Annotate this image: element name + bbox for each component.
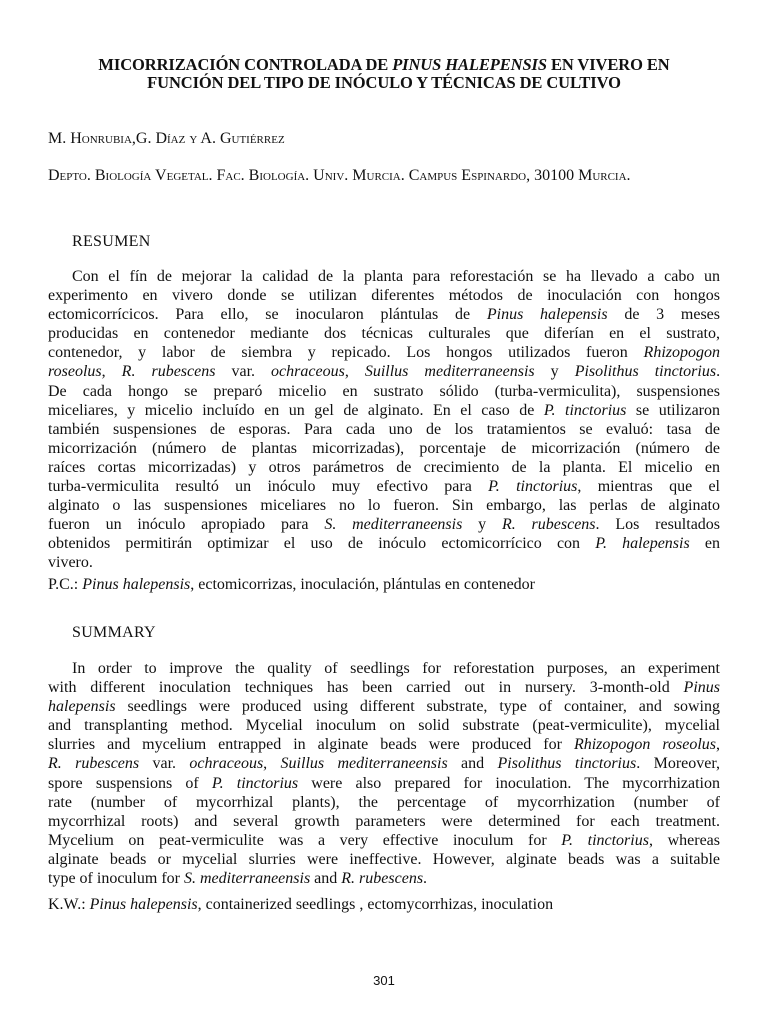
resumen-line: raíces cortas micorrizadas) y otros parámetros de crecimiento de la planta. El micelio en [48, 458, 720, 476]
summary-line: with different inoculation techniques has been carried out in nursery. 3-month-old Pinus [48, 679, 720, 697]
resumen-line: ectomicorrícicos. Para ello, se inocularon plántulas de Pinus halepensis de 3 meses [48, 306, 721, 324]
summary-line: halepensis seedlings were produced using different substrate, type of container, and sowing [48, 698, 720, 716]
summary-line: Mycelium on peat-vermiculite was a very effective inoculum for P. tinctorius, whereas [48, 831, 720, 849]
summary-heading: SUMMARY [72, 624, 156, 641]
resumen-line: miceliares, y micelio incluído en un gel de alginato. En el caso de P. tinctorius se utilizaron [48, 401, 720, 419]
palabras-clave [48, 575, 535, 595]
resumen-line: roseolus, R. rubescens var. ochraceous, Suillus mediterraneensis y Pisolithus tinctorius. [48, 363, 721, 381]
summary-line: In order to improve the quality of seedlings for reforestation purposes, an experiment [72, 660, 720, 677]
paper-title [40, 56, 728, 92]
resumen-line: también suspensiones de esporas. Para cada uno de los tratamientos se evaluó: tasa de [48, 420, 720, 438]
summary-line: rate (number of mycorrhizal plants), the percentage of mycorrhization (number of [48, 793, 720, 811]
summary-body [48, 659, 720, 888]
resumen-body [48, 267, 720, 573]
summary-line: R. rubescens var. ochraceous, Suillus mediterraneensis and Pisolithus tinctorius. Moreover, [48, 755, 721, 773]
summary-line: slurries and mycelium entrapped in alginate beads were produced for Rhizopogon roseolus, [48, 736, 721, 754]
kw-species: Pinus halepensis [89, 896, 198, 913]
summary-line: spore suspensions of P. tinctorius were also prepared for inoculation. The mycorrhization [48, 774, 720, 792]
kw-label: K.W.: [48, 896, 90, 913]
title-line1-end: EN VIVERO EN [546, 55, 670, 74]
summary-line: type of inoculum for S. mediterraneensis and R. rubescens. [48, 870, 428, 888]
summary-line: and transplanting method. Mycelial inoculum on solid substrate (peat-vermiculite), mycelial [48, 717, 720, 735]
resumen-line: obtenidos permitirán optimizar el uso de inóculo ectomicorrícico con P. halepensis en [48, 535, 720, 553]
page-number: 301 [373, 973, 395, 988]
summary-line: mycorrhizal roots) and several growth parameters were determined for each treatment. [48, 812, 720, 830]
resumen-line: De cada hongo se preparó micelio en sustrato sólido (turba-vermiculita), suspensiones [48, 382, 720, 400]
resumen-heading: RESUMEN [72, 233, 151, 250]
title-line1-start: MICORRIZACIÓN CONTROLADA DE [98, 55, 393, 74]
resumen-line: Con el fín de mejorar la calidad de la planta para reforestación se ha llevado a cabo un [72, 268, 720, 285]
resumen-line: contenedor, y labor de siembra y repicado. Los hongos utilizados fueron Rhizopogon [48, 344, 720, 362]
authors: M. Honrubia,G. Díaz y A. Gutiérrez [48, 130, 285, 147]
pc-terms: , ectomicorrizas, inoculación, plántulas en contenedor [190, 576, 536, 593]
summary-line: alginate beads or mycelial slurries were ineffective. However, alginate beads was a suitable [48, 850, 720, 868]
title-line2: FUNCIÓN DEL TIPO DE INÓCULO Y TÉCNICAS DE CULTIVO [147, 73, 621, 92]
resumen-line: alginato o las suspensiones miceliares no lo fueron. Sin embargo, las perlas de alginato [48, 497, 720, 515]
resumen-line: turba-vermiculita resultó un inóculo muy efectivo para P. tinctorius, mientras que el [48, 478, 720, 496]
affiliation: Depto. Biología Vegetal. Fac. Biología. Univ. Murcia. Campus Espinardo, 30100 Murcia. [48, 167, 631, 184]
resumen-line: experimento en vivero donde se utilizan diferentes métodos de inoculación con hongos [48, 287, 720, 305]
resumen-line: fueron un inóculo apropiado para S. mediterraneensis y R. rubescens. Los resultados [48, 516, 721, 534]
keywords [48, 895, 553, 915]
resumen-line: vivero. [48, 554, 93, 572]
pc-species: Pinus halepensis [82, 576, 191, 593]
resumen-line: producidas en contenedor mediante dos técnicas culturales que diferían en el sustrato, [48, 325, 720, 343]
pc-label: P.C.: [48, 576, 83, 593]
kw-terms: , containerized seedlings , ectomycorrhizas, inoculation [197, 896, 554, 913]
resumen-line: micorrización (número de plantas micorrizadas), porcentaje de micorrización (número de [48, 439, 720, 457]
title-species: PINUS HALEPENSIS [392, 55, 547, 74]
